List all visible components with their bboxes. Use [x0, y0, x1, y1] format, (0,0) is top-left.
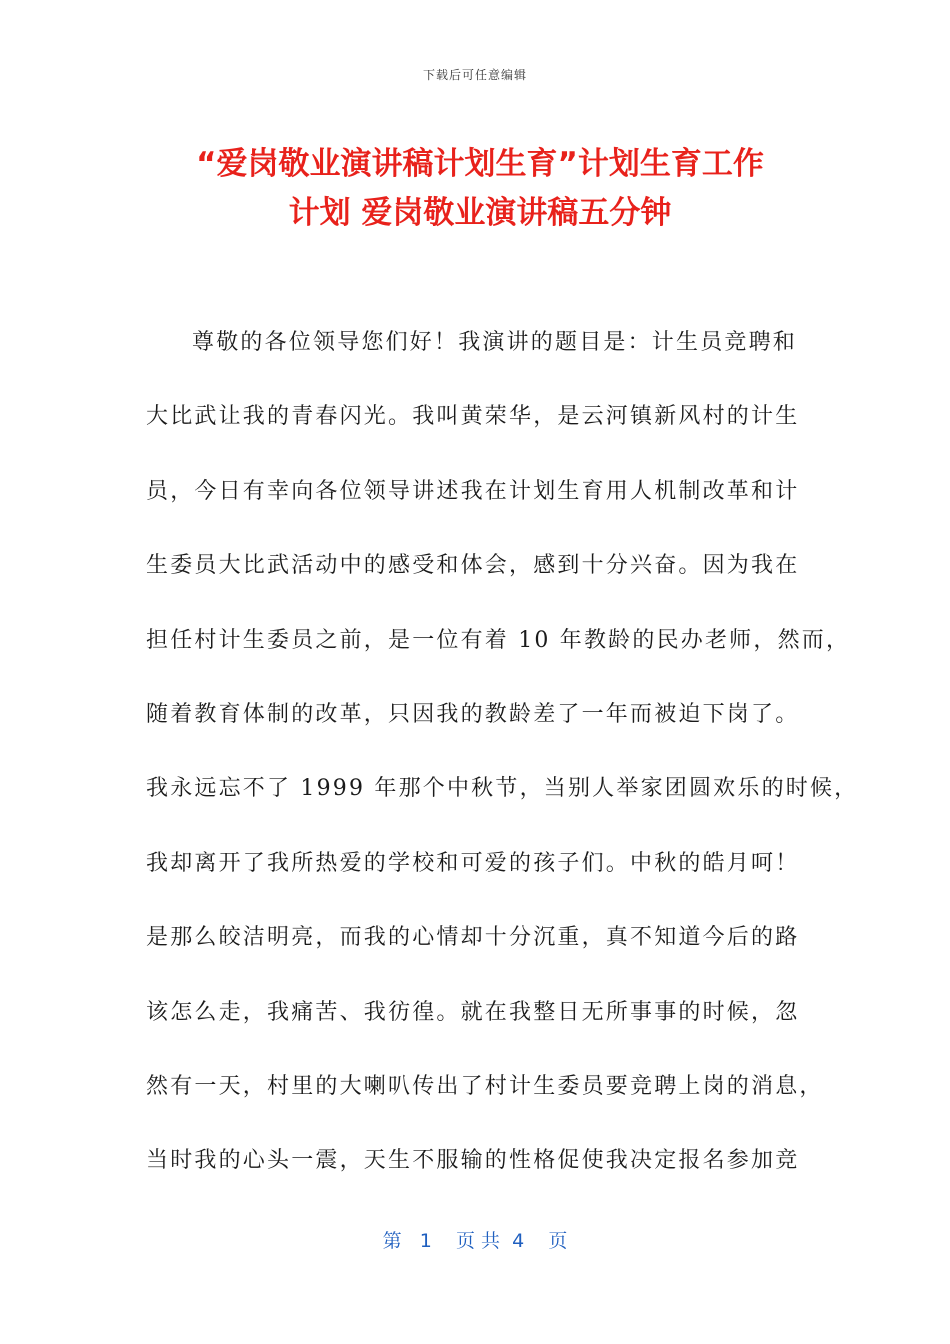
body-line-7: 我永远忘不了 1999 年那个中秋节，当别人举家团圆欢乐的时候， [146, 776, 859, 802]
title-line-1: “爱岗敬业演讲稿计划生育”计划生育工作 [196, 146, 764, 182]
page-number-footer: 第 1 页 共 4 页 [382, 1230, 568, 1252]
body-line-8: 我却离开了我所热爱的学校和可爱的孩子们。中秋的皓月呵！ [146, 850, 800, 876]
body-line-10: 该怎么走，我痛苦、我彷徨。就在我整日无所事事的时候，忽 [146, 999, 800, 1025]
body-line-12: 当时我的心头一震，天生不服输的性格促使我决定报名参加竞 [146, 1148, 800, 1174]
body-line-11: 然有一天，村里的大喇叭传出了村计生委员要竞聘上岗的消息， [146, 1073, 824, 1099]
body-line-5: 担任村计生委员之前，是一位有着 10 年教龄的民办老师，然而， [146, 627, 851, 653]
body-line-3: 员，今日有幸向各位领导讲述我在计划生育用人机制改革和计 [146, 478, 800, 504]
body-line-9: 是那么皎洁明亮，而我的心情却十分沉重，真不知道今后的路 [146, 925, 800, 951]
document-title [150, 140, 810, 238]
title-line-2: 计划 爱岗敬业演讲稿五分钟 [288, 195, 672, 231]
body-text [146, 322, 859, 1215]
body-line-6: 随着教育体制的改革，只因我的教龄差了一年而被迫下岗了。 [146, 701, 800, 727]
body-line-1: 尊敬的各位领导您们好！我演讲的题目是：计生员竞聘和 [192, 330, 798, 355]
header-note: 下载后可任意编辑 [422, 68, 527, 82]
body-line-2: 大比武让我的青春闪光。我叫黄荣华，是云河镇新风村的计生 [146, 404, 800, 430]
body-line-4: 生委员大比武活动中的感受和体会，感到十分兴奋。因为我在 [146, 553, 800, 579]
